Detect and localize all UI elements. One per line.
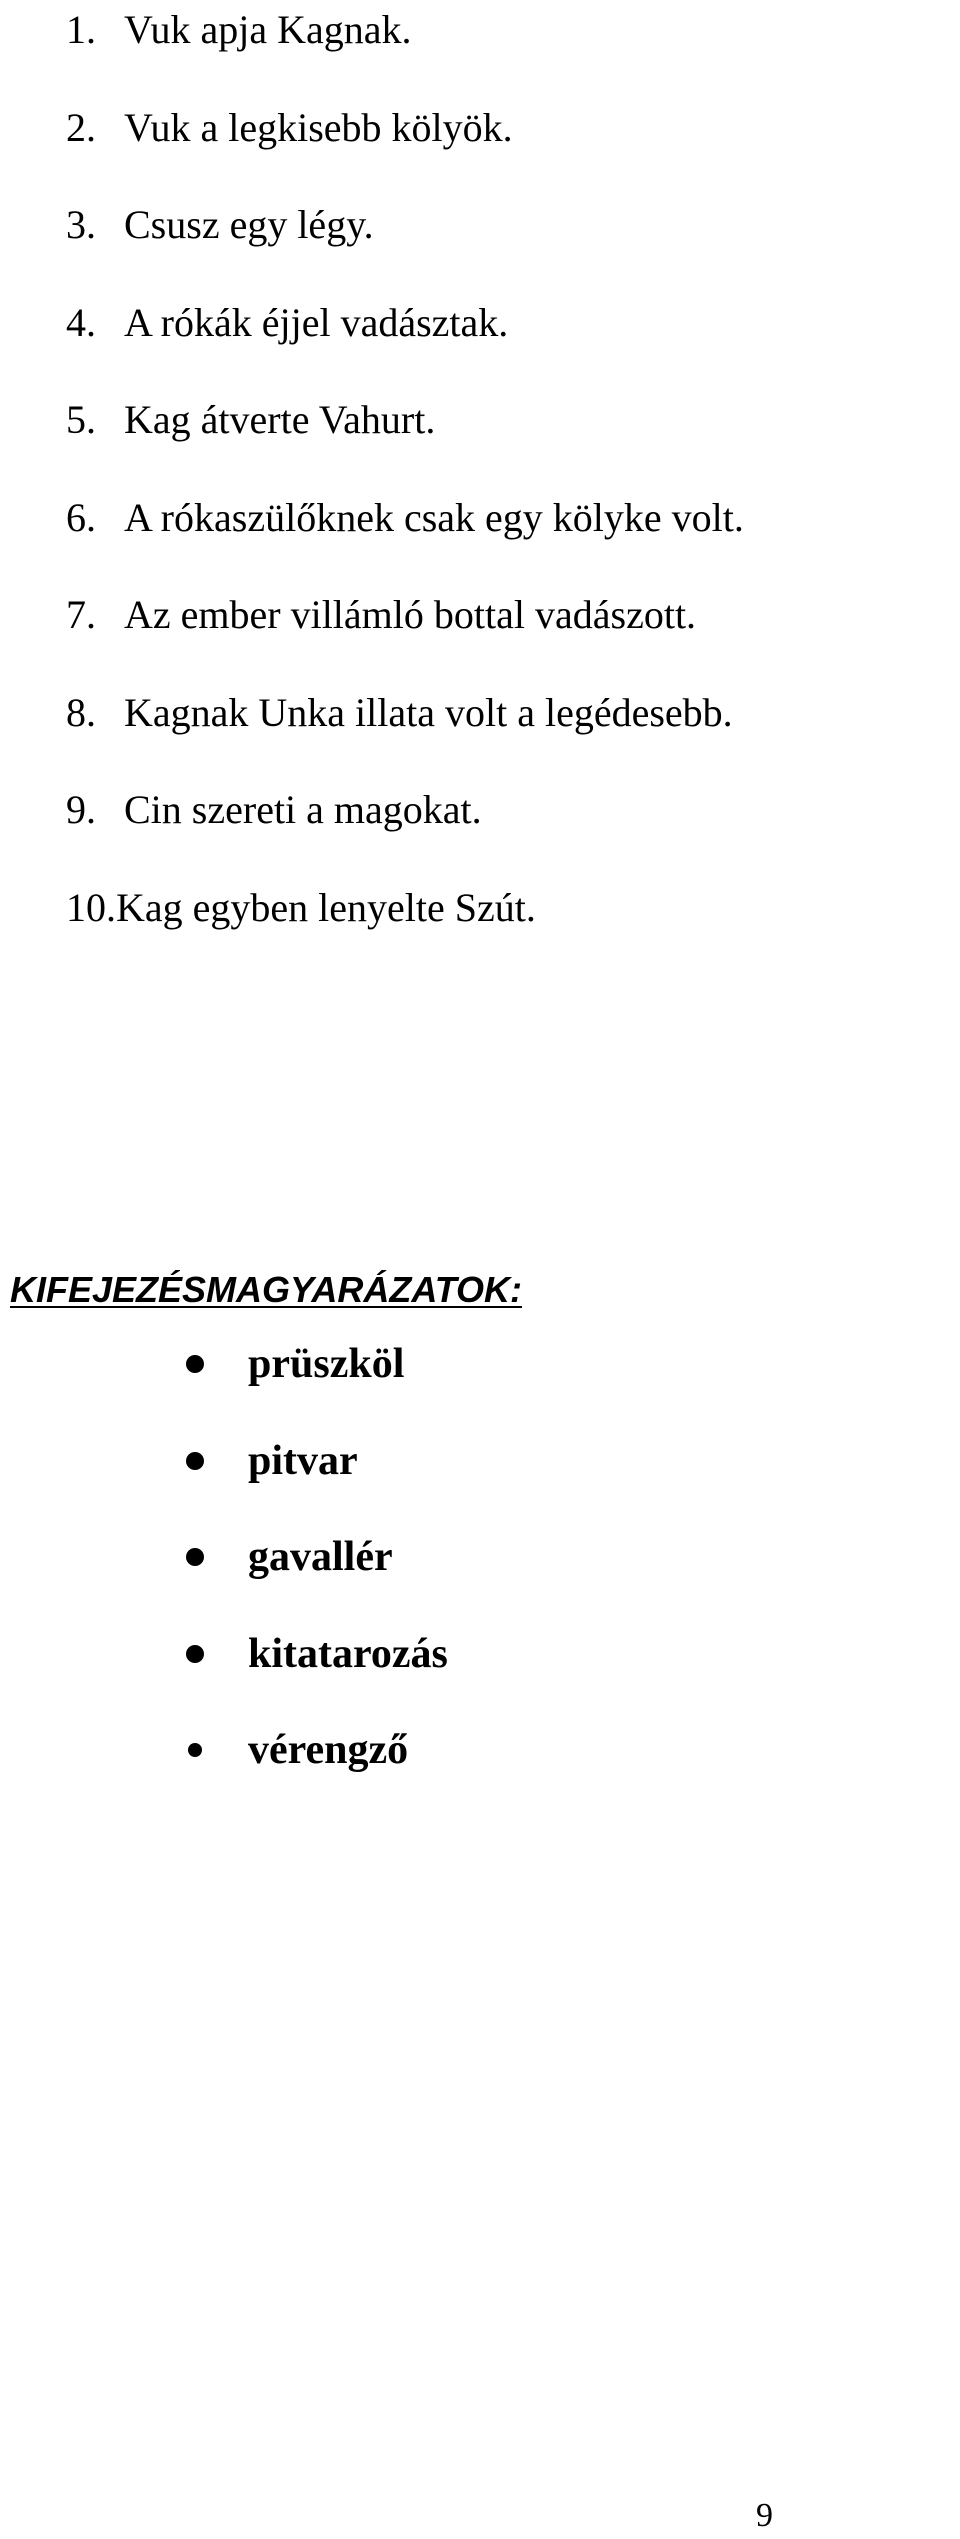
item-number: 5. xyxy=(66,397,96,442)
term-text: kitatarozás xyxy=(248,1630,448,1677)
term-text: prüszköl xyxy=(248,1341,405,1387)
list-item xyxy=(66,585,946,683)
section-heading: KIFEJEZÉSMAGYARÁZATOK: xyxy=(10,1269,523,1310)
item-number: 9. xyxy=(66,787,96,832)
item-number: 6. xyxy=(66,494,96,540)
bullet-icon xyxy=(186,1645,204,1663)
item-text: Vuk apja Kagnak. xyxy=(124,7,412,52)
item-number: 4. xyxy=(66,299,96,345)
bullet-icon xyxy=(186,1355,204,1373)
item-number: 1. xyxy=(66,7,96,52)
list-item xyxy=(66,98,946,196)
bullet-icon xyxy=(186,1452,204,1470)
list-item xyxy=(66,0,946,98)
list-item xyxy=(66,780,946,878)
item-text: Kag egyben lenyelte Szút. xyxy=(116,884,536,930)
item-text: Csusz egy légy. xyxy=(124,202,374,247)
item-number: 8. xyxy=(66,689,96,735)
list-item xyxy=(66,195,946,293)
item-number: 2. xyxy=(66,104,96,150)
item-number: 10. xyxy=(66,884,116,930)
item-text: Vuk a legkisebb kölyök. xyxy=(124,104,513,150)
statement-list xyxy=(66,0,946,975)
list-item xyxy=(66,488,946,586)
item-text: A rókaszülőknek csak egy kölyke volt. xyxy=(124,494,744,540)
list-item xyxy=(66,293,946,391)
item-number: 7. xyxy=(66,592,96,637)
bullet-icon xyxy=(188,1743,202,1757)
item-text: Kagnak Unka illata volt a legédesebb. xyxy=(124,689,733,735)
page-number: 9 xyxy=(756,2497,773,2534)
item-number: 3. xyxy=(66,202,96,247)
term-text: vérengző xyxy=(248,1727,409,1773)
item-text: Kag átverte Vahurt. xyxy=(124,397,436,442)
list-item xyxy=(66,390,946,488)
item-text: Cin szereti a magokat. xyxy=(124,787,482,832)
item-text: Az ember villámló bottal vadászott. xyxy=(124,592,697,637)
list-item xyxy=(66,683,946,781)
term-text: pitvar xyxy=(248,1437,358,1484)
list-item xyxy=(66,878,946,976)
item-text: A rókák éjjel vadásztak. xyxy=(124,299,509,345)
term-text: gavallér xyxy=(248,1534,393,1580)
bullet-icon xyxy=(186,1548,204,1566)
